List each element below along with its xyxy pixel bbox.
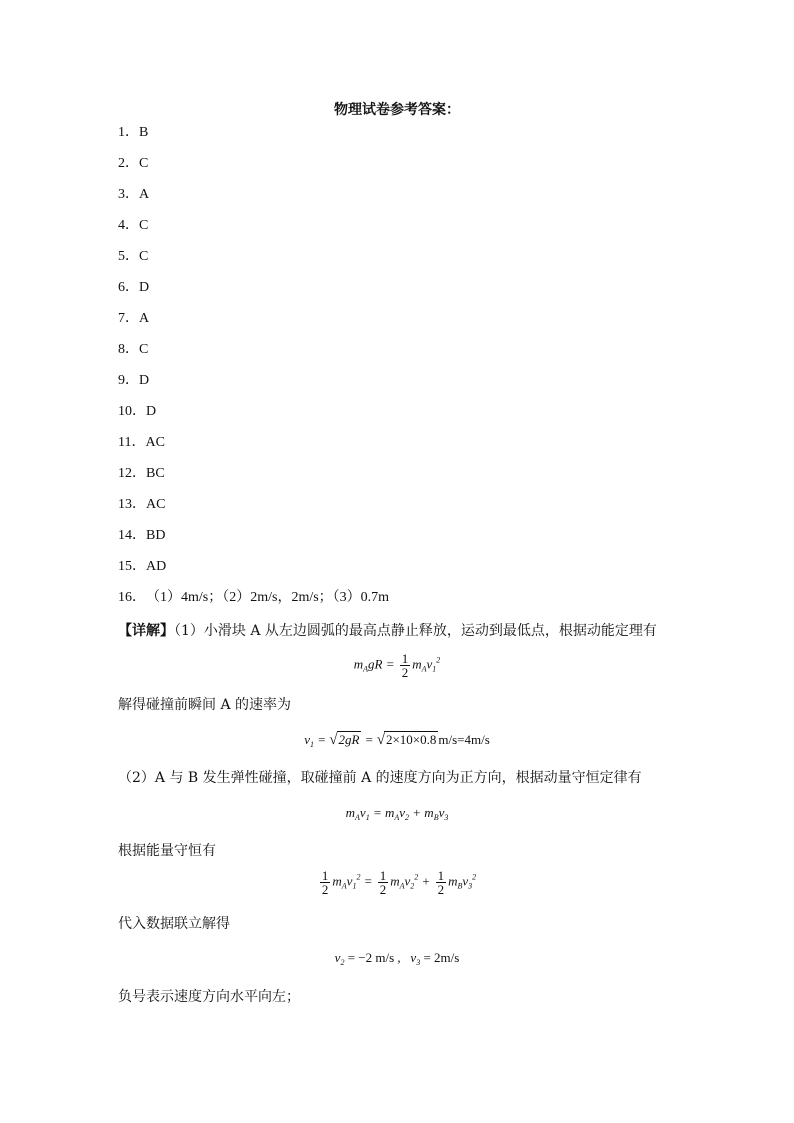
answer-item xyxy=(118,341,389,372)
question-number: 14． xyxy=(118,528,146,543)
answer-item xyxy=(118,372,389,403)
question-number: 12． xyxy=(118,466,146,481)
detail-tag: 【详解】 xyxy=(118,623,174,639)
answer-value: AC xyxy=(145,435,165,450)
detail-paragraph-6: 负号表示速度方向水平向左； xyxy=(118,989,300,1005)
detail-paragraph-1 xyxy=(118,621,657,641)
question-number: 16． xyxy=(118,590,146,605)
answer-value: C xyxy=(139,218,149,233)
answer-item xyxy=(118,124,389,155)
question-number: 10． xyxy=(118,404,146,419)
answer-item xyxy=(118,465,389,496)
answer-value: BD xyxy=(146,528,166,543)
answer-value: C xyxy=(139,156,149,171)
answer-value: BC xyxy=(146,466,165,481)
answer-value: （1）4m/s；（2）2m/s，2m/s；（3）0.7m xyxy=(146,590,390,605)
v2-result: = −2 m/s xyxy=(347,950,395,965)
detail-paragraph-2: 解得碰撞前瞬间 A 的速率为 xyxy=(118,697,292,713)
equation-velocity: $v_1 = √2gR = √2\times 10\times 0.8$ m/s=4m/s xyxy=(304,732,490,749)
answer-item xyxy=(118,434,389,465)
answer-item xyxy=(118,279,389,310)
answer-value: C xyxy=(139,342,149,357)
answer-value: D xyxy=(146,404,157,419)
detail-paragraph-5: 代入数据联立解得 xyxy=(118,916,230,932)
question-number: 1． xyxy=(118,125,139,140)
answer-value: D xyxy=(139,373,150,388)
question-number: 7． xyxy=(118,311,139,326)
velocity-result: m/s=4m/s xyxy=(438,732,490,747)
page-title: 物理试卷参考答案： xyxy=(334,102,460,118)
question-number: 11． xyxy=(118,435,146,450)
v3-result: = 2m/s xyxy=(423,950,460,965)
question-number: 8． xyxy=(118,342,139,357)
answer-item xyxy=(118,310,389,341)
detail-text: （1）小滑块 A 从左边圆弧的最高点静止释放，运动到最低点，根据动能定理有 xyxy=(174,623,657,639)
question-number: 3． xyxy=(118,187,139,202)
equation-energy: $m_AgR$ = $\frac{1}{2}$ $m_Av_1^2$ xyxy=(353,651,441,680)
question-number: 15． xyxy=(118,559,146,574)
answer-item xyxy=(118,403,389,434)
answer-item xyxy=(118,589,389,620)
answer-item xyxy=(118,186,389,217)
answer-value: B xyxy=(139,125,149,140)
question-number: 5． xyxy=(118,249,139,264)
question-number: 6． xyxy=(118,280,139,295)
radicand: 2×10×0.8 xyxy=(385,732,437,747)
answer-value: A xyxy=(139,187,150,202)
answer-value: AD xyxy=(146,559,167,574)
question-number: 9． xyxy=(118,373,139,388)
answer-value: A xyxy=(139,311,150,326)
answer-item xyxy=(118,155,389,186)
answer-item xyxy=(118,558,389,589)
equation-results: $v_2 = -2$ m/s , $v_3 = 2m/s$ xyxy=(334,950,460,967)
answer-item xyxy=(118,527,389,558)
answer-value: D xyxy=(139,280,150,295)
answer-item xyxy=(118,496,389,527)
equation-momentum: $m_Av_1 = m_Av_2 + m_Bv_3$ xyxy=(345,805,449,822)
answer-list xyxy=(118,124,389,620)
answer-value: C xyxy=(139,249,149,264)
question-number: 2． xyxy=(118,156,139,171)
answer-item xyxy=(118,217,389,248)
answer-item xyxy=(118,248,389,279)
answer-value: AC xyxy=(146,497,166,512)
equation-energy-conservation: $\frac{1}{2}$ $m_Av_1^2$ = $\frac{1}{2}$ $m_Av_2^2$ + $\frac{1}{2}$ $m_Bv_3^2$ xyxy=(321,868,477,897)
question-number: 4． xyxy=(118,218,139,233)
question-number: 13． xyxy=(118,497,146,512)
detail-paragraph-4: 根据能量守恒有 xyxy=(118,843,216,859)
detail-paragraph-3: （2）A 与 B 发生弹性碰撞，取碰撞前 A 的速度方向为正方向，根据动量守恒定律有 xyxy=(118,770,642,786)
